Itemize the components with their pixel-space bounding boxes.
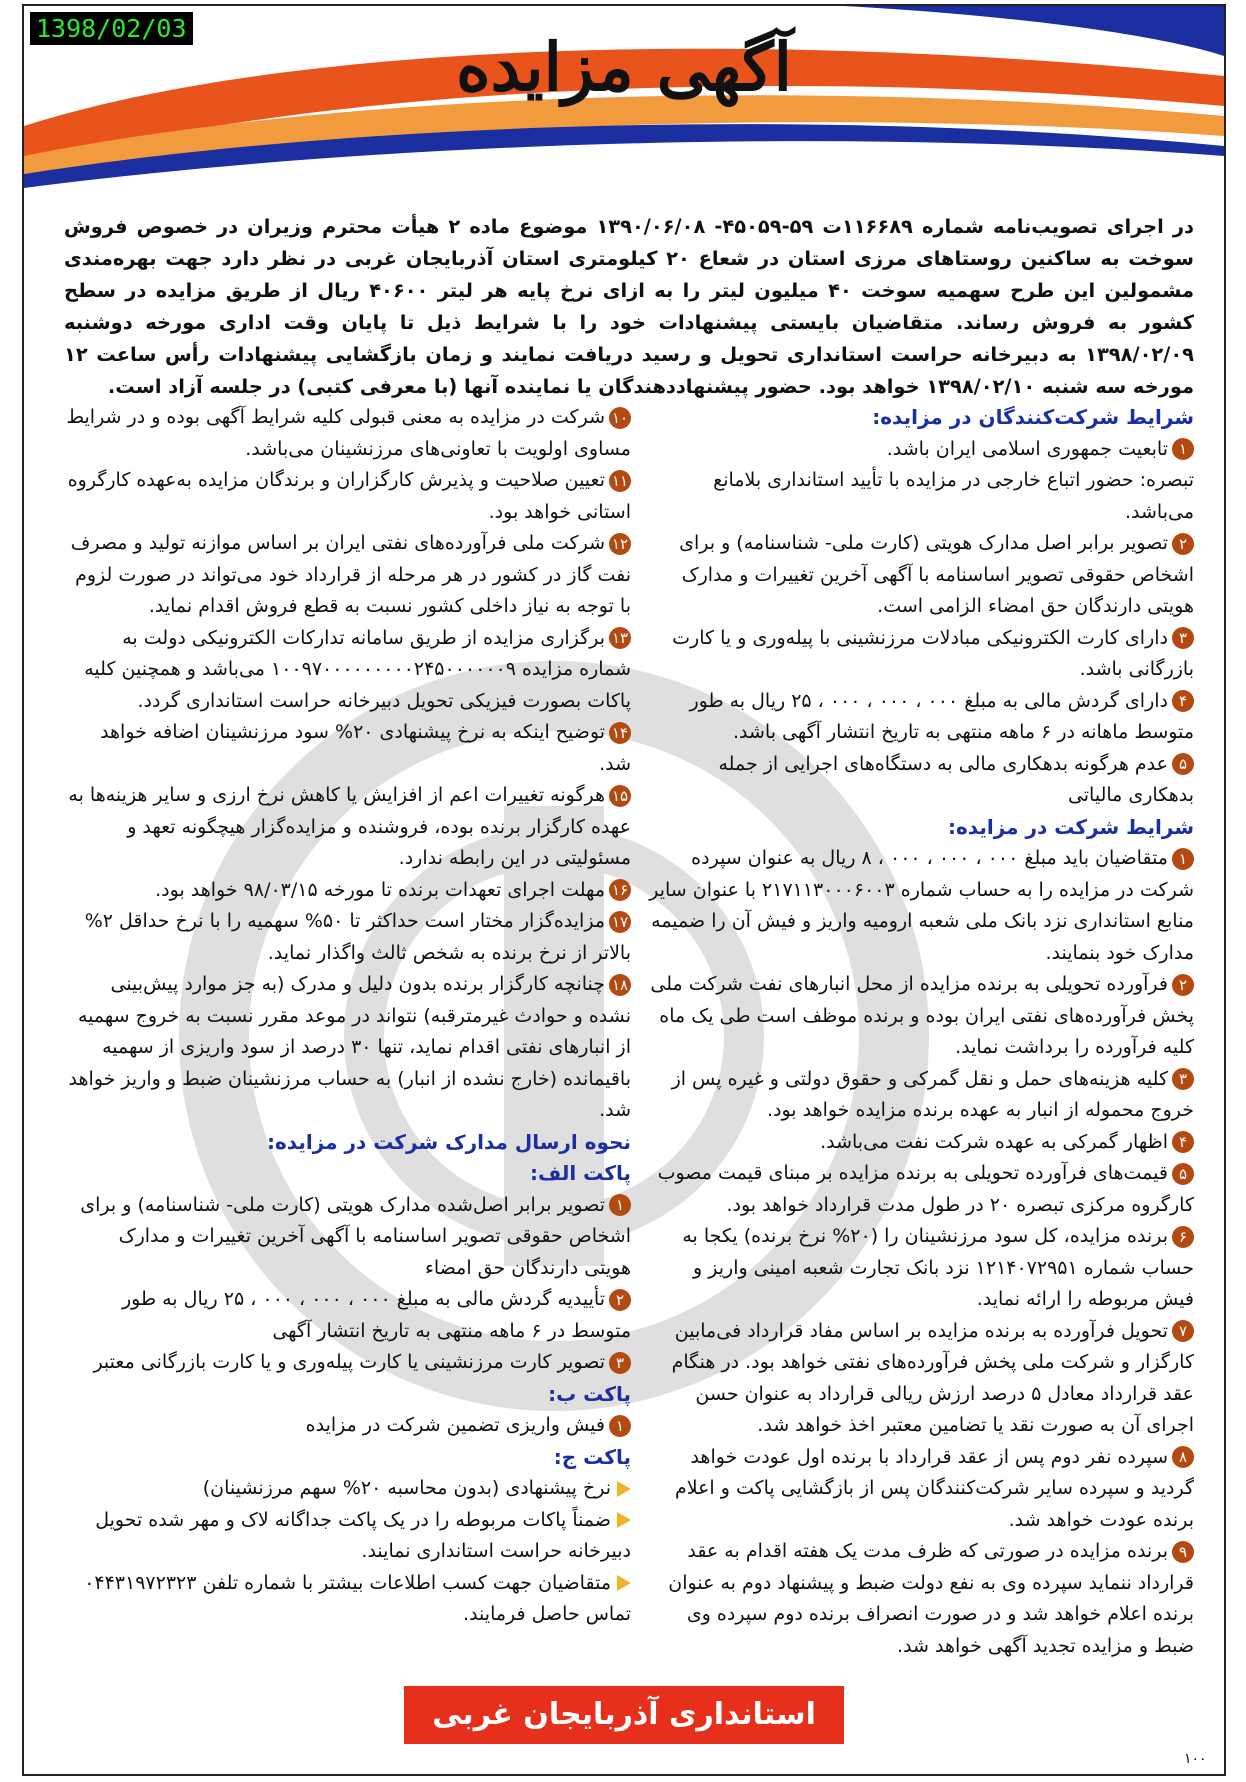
number-badge-icon: ۱۸ <box>609 974 631 996</box>
number-badge-icon: ۶ <box>1172 1226 1194 1248</box>
list-item: ۱۱تعیین صلاحیت و پذیرش کارگزاران و برندگان مزایده به‌عهده کارگروه استانی خواهد بود. <box>67 469 631 523</box>
list-item: ۲تأییدیه گردش مالی به مبلغ ۰۰۰ ، ۰۰۰ ، ۰۰۰ ، ۲۵ ریال به طور متوسط در ۶ ماهه منتهی به تاریخ انتشار آگهی <box>121 1288 631 1342</box>
arrow-bullet-icon <box>617 1575 631 1591</box>
participant-conditions-heading: شرایط شرکت‌کنندگان در مزایده: <box>872 405 1194 429</box>
list-item-note: تبصره: حضور اتباع خارجی در مزایده با تأیید استانداری بلامانع می‌باشد. <box>713 469 1194 523</box>
page-title: آگهی مزایده <box>456 28 792 106</box>
list-item: ۱۰شرکت در مزایده به معنی قبولی کلیه شرایط آگهی بوده و در شرایط مساوی اولویت با تعاونی‌های مرزنشینان می‌باشد. <box>66 406 631 460</box>
list-item: ۸سپرده نفر دوم پس از عقد قرارداد با برنده اول عودت خواهد گردید و سپرده سایر شرکت‌کنندگان پس از بازگشایی پاکت و اعلام برنده عودت خواهد شد. <box>674 1445 1194 1531</box>
submission-method-heading: نحوه ارسال مدارک شرکت در مزایده: <box>266 1129 631 1154</box>
advertisement-page <box>22 4 1226 1776</box>
list-item: ۲تصویر برابر اصل مدارک هویتی (کارت ملی- شناسنامه) و برای اشخاص حقوقی تصویر اساسنامه با آگهی آخرین تغییرات و مدارک هویتی دارندگان حق امضاء الزامی است. <box>679 532 1194 617</box>
participant-conditions-list <box>649 434 1194 812</box>
arrow-bullet-icon <box>617 1512 631 1528</box>
list-item: ۱تصویر برابر اصل‌شده مدارک هویتی (کارت ملی- شناسنامه) و برای اشخاص حقوقی تصویر اساسنامه با آگهی آخرین تغییرات و مدارک هویتی دارندگان حق امضاء <box>80 1193 631 1279</box>
list-item: متقاضیان جهت کسب اطلاعات بیشتر با شماره تلفن ۰۴۴۳۱۹۷۲۳۲۳ تماس حاصل فرمایند. <box>84 1571 631 1625</box>
list-item: ۱تابعیت جمهوری اسلامی ایران باشد. <box>649 434 1194 466</box>
number-badge-icon: ۱ <box>609 1415 631 1437</box>
date-stamp: 1398/02/03 <box>30 12 193 45</box>
list-item: ۱فیش واریزی تضمین شرکت در مزایده <box>66 1410 631 1442</box>
list-item: ۱۴توضیح اینکه به نرخ پیشنهادی ۲۰% سود مرزنشینان اضافه خواهد شد. <box>100 721 631 775</box>
continued-conditions-list <box>66 402 631 1127</box>
list-item: ۱۸چنانچه کارگزار برنده بدون دلیل و مدرک (به جز موارد پیش‌بینی نشده و حوادث غیرمترقبه) نتواند در موعد مقرر نسبت به خروج سهمیه از انبارهای نفتی اقدام نماید، تنها ۳۰ درصد از سود واریزی از سهمیه باقیمانده (خارج نشده از انبار) به حساب مرزنشینان ضبط و واریز خواهد شد. <box>68 973 631 1121</box>
number-badge-icon: ۲ <box>1172 974 1194 996</box>
issuer-footer: استانداری آذربایجان غربی <box>404 1686 844 1744</box>
number-badge-icon: ۱ <box>609 1194 631 1216</box>
number-badge-icon: ۵ <box>1172 753 1194 775</box>
packet-a-heading: پاکت الف: <box>530 1161 631 1185</box>
list-item: ۳کلیه هزینه‌های حمل و نقل گمرکی و حقوق دولتی و غیره پس از خروج محموله از انبار به عهده برنده مزایده خواهد بود. <box>671 1067 1194 1121</box>
number-badge-icon: ۴ <box>1172 1131 1194 1153</box>
number-badge-icon: ۱۴ <box>609 722 631 744</box>
arrow-bullet-icon <box>617 1481 631 1497</box>
list-item: ضمناً پاکات مربوطه را در یک پاکت جداگانه لاک و مهر شده تحویل دبیرخانه حراست استانداری نمایند. <box>95 1508 631 1562</box>
number-badge-icon: ۱ <box>1172 848 1194 870</box>
auction-conditions-heading: شرایط شرکت در مزایده: <box>947 814 1194 839</box>
page-number: ۱۰۰ <box>1184 1751 1207 1767</box>
right-column <box>649 402 1194 1662</box>
packet-c-list <box>66 1473 631 1631</box>
auction-conditions-list <box>649 843 1194 1662</box>
number-badge-icon: ۲ <box>1172 533 1194 555</box>
number-badge-icon: ۱ <box>1172 438 1194 460</box>
list-item: ۱۳برگزاری مزایده از طریق سامانه تدارکات الکترونیکی دولت به شماره مزایده ۱۰۰۹۷۰۰۰۰۰۰۰۰۰۲۴۵۰۰۰۰۰۰۹ می‌باشد و همچنین کلیه پاکات بصورت فیزیکی تحویل دبیرخانه حراست استانداری گردد. <box>84 626 631 712</box>
list-item: ۷تحویل فرآورده به برنده مزایده بر اساس مفاد قرارداد فی‌مابین کارگزار و شرکت ملی پخش فرآورده‌های نفتی خواهد بود. در هنگام عقد قرارداد معادل ۵ درصد ارزش ریالی قرارداد به عنوان حسن اجرای آن به صورت نقد یا تضامین معتبر اخذ خواهد شد. <box>671 1319 1194 1436</box>
list-item: ۱۵هرگونه تغییرات اعم از افزایش یا کاهش نرخ ارزی و سایر هزینه‌ها به عهده کارگزار برنده بوده، فروشنده و مزایده‌گزار هیچگونه تعهد و مسئولیتی در این رابطه ندارد. <box>68 784 631 869</box>
packet-b-list <box>66 1410 631 1442</box>
content-area <box>24 6 1224 1776</box>
number-badge-icon: ۱۵ <box>609 785 631 807</box>
list-item: ۵قیمت‌های فرآورده تحویلی به برنده مزایده بر مبنای قیمت مصوب کارگروه مرکزی تبصره ۲۰ در طول مدت قرارداد خواهد بود. <box>657 1162 1194 1216</box>
list-item: ۴دارای گردش مالی به مبلغ ۰۰۰ ، ۰۰۰ ، ۰۰۰ ، ۲۵ ریال به طور متوسط ماهانه در ۶ ماهه منتهی به تاریخ انتشار آگهی باشد. <box>689 689 1194 743</box>
number-badge-icon: ۸ <box>1172 1446 1194 1468</box>
packet-b-heading: پاکت ب: <box>548 1381 631 1406</box>
number-badge-icon: ۲ <box>609 1289 631 1311</box>
number-badge-icon: ۱۰ <box>609 407 631 429</box>
packet-a-list <box>66 1190 631 1379</box>
list-item: ۲فرآورده تحویلی به برنده مزایده از محل انبارهای نفت شرکت ملی پخش فرآورده‌های نفتی ایران بوده و برنده موظف است طی یک ماه کلیه فرآورده را برداشت نماید. <box>650 973 1194 1058</box>
list-item: ۳دارای کارت الکترونیکی مبادلات مرزنشینی با پیله‌وری و یا کارت بازرگانی باشد. <box>672 626 1194 680</box>
list-item: ۳تصویر کارت مرزنشینی یا کارت پیله‌وری و یا کارت بازرگانی معتبر <box>66 1347 631 1379</box>
list-item: ۵عدم هرگونه بدهکاری مالی به دستگاه‌های اجرایی از جمله بدهکاری مالیاتی <box>718 752 1194 806</box>
number-badge-icon: ۱۳ <box>609 627 631 649</box>
list-item: ۹برنده مزایده در صورتی که ظرف مدت یک هفته اقدام به عقد قرارداد ننماید سپرده وی به نفع دولت ضبط و پیشنهاد دوم به عنوان برنده اعلام خواهد شد و در صورت انصراف برنده دوم سپرده وی ضبط و مزایده تجدید آگهی خواهد شد. <box>668 1540 1194 1657</box>
packet-c-heading: پاکت ج: <box>553 1444 631 1469</box>
number-badge-icon: ۳ <box>1172 627 1194 649</box>
list-item: ۱۲شرکت ملی فرآورده‌های نفتی ایران بر اساس موازنه تولید و مصرف نفت گاز در کشور در هر مرحله از قرارداد خود می‌تواند در صورت لزوم با توجه به نیاز داخلی کشور نسبت به قطع فروش اقدام نماید. <box>70 532 631 617</box>
number-badge-icon: ۴ <box>1172 690 1194 712</box>
list-item: ۱متقاضیان باید مبلغ ۰۰۰ ، ۰۰۰ ، ۰۰۰ ، ۸ ریال به عنوان سپرده شرکت در مزایده را به حساب شماره ۲۱۷۱۱۳۰۰۰۶۰۰۳ با عنوان سایر منابع استانداری نزد بانک ملی شعبه ارومیه واریز و فیش آن را ضمیمه مدارک خود بنمایند. <box>649 847 1194 964</box>
number-badge-icon: ۱۷ <box>609 911 631 933</box>
number-badge-icon: ۱۶ <box>609 879 631 901</box>
list-item: ۱۷مزایده‌گزار مختار است حداکثر تا ۵۰% سهمیه را با نرخ حداقل ۲% بالاتر از نرخ برنده به شخص ثالث واگذار نماید. <box>84 910 631 964</box>
list-item: ۴اظهار گمرکی به عهده شرکت نفت می‌باشد. <box>649 1127 1194 1159</box>
list-item: نرخ پیشنهادی (بدون محاسبه ۲۰% سهم مرزنشینان) <box>66 1473 631 1505</box>
number-badge-icon: ۵ <box>1172 1163 1194 1185</box>
number-badge-icon: ۳ <box>1172 1068 1194 1090</box>
number-badge-icon: ۳ <box>609 1352 631 1374</box>
intro-paragraph: در اجرای تصویب‌نامه شماره ۱۱۶۶۸۹ت ۵۹-۴۵۰۵۹- ۱۳۹۰/۰۶/۰۸ موضوع ماده ۲ هیأت محترم وزیران در خصوص فروش سوخت به ساکنین روستاهای مرزی استان در شعاع ۲۰ کیلومتری استان آذربایجان غربی در نظر دارد جهت بهره‌مندی مشمولین این طرح سهمیه سوخت ۴۰ میلیون لیتر را به ازای نرخ پایه هر لیتر ۴۰۶۰۰ ریال از طریق مزایده در سطح کشور به فروش رساند. متقاضیان بایستی پیشنهادات خود را با شرایط ذیل تا پایان وقت اداری مورخه دوشنبه ۱۳۹۸/۰۲/۰۹ به دبیرخانه حراست استانداری تحویل و رسید دریافت نمایند و زمان بازگشایی پیشنهادات رأس ساعت ۱۲ مورخه سه شنبه ۱۳۹۸/۰۲/۱۰ خواهد بود. حضور پیشنهاددهندگان یا نماینده آنها (با معرفی کتبی) در جلسه آزاد است. <box>64 215 1195 398</box>
list-item: ۶برنده مزایده، کل سود مرزنشینان را (۲۰% نرخ برنده) یکجا به حساب شماره ۱۲۱۴۰۷۲۹۵۱ نزد بانک تجارت شعبه امینی واریز و فیش مربوطه را ارائه نماید. <box>682 1225 1194 1310</box>
number-badge-icon: ۷ <box>1172 1320 1194 1342</box>
number-badge-icon: ۹ <box>1172 1541 1194 1563</box>
left-column <box>66 402 631 1631</box>
number-badge-icon: ۱۱ <box>609 470 631 492</box>
number-badge-icon: ۱۲ <box>609 533 631 555</box>
list-item: ۱۶مهلت اجرای تعهدات برنده تا مورخه ۹۸/۰۳/۱۵ خواهد بود. <box>66 875 631 907</box>
